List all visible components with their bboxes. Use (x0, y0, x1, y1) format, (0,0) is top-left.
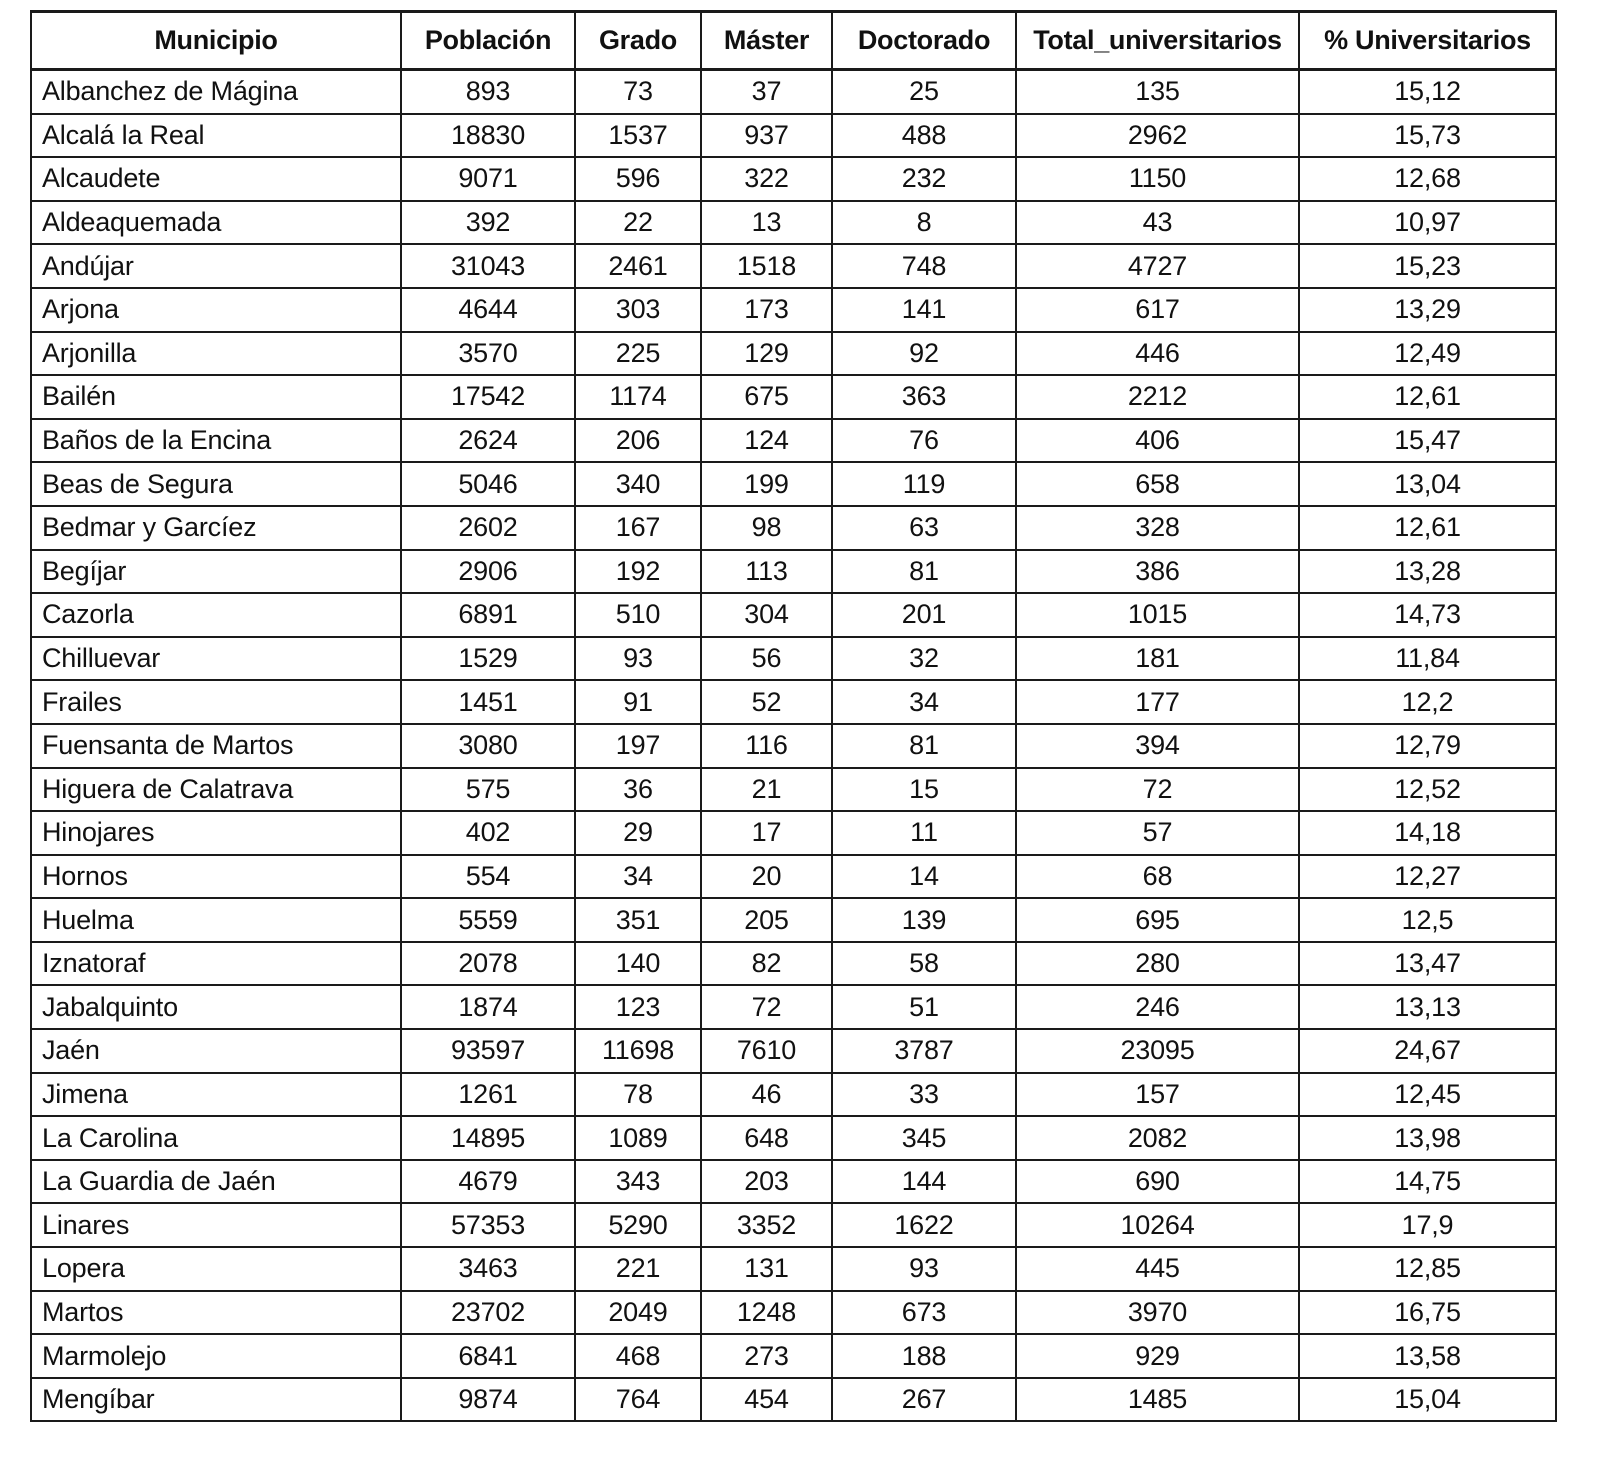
table-row (31, 1116, 1556, 1160)
table-row (31, 114, 1556, 158)
cell-value: 5559 (401, 898, 575, 942)
cell-value: 13,28 (1299, 550, 1556, 594)
table-body (31, 70, 1556, 1422)
table-row (31, 1378, 1556, 1422)
cell-value: 510 (575, 593, 701, 637)
cell-value: 1015 (1016, 593, 1299, 637)
cell-value: 93597 (401, 1029, 575, 1073)
cell-value: 14,75 (1299, 1160, 1556, 1204)
table-row (31, 1073, 1556, 1117)
cell-municipio: Bailén (31, 375, 401, 419)
cell-value: 113 (701, 550, 832, 594)
cell-municipio: Alcalá la Real (31, 114, 401, 158)
cell-value: 13,04 (1299, 462, 1556, 506)
cell-value: 58 (832, 942, 1016, 986)
cell-municipio: Chilluevar (31, 637, 401, 681)
table-row (31, 1247, 1556, 1291)
cell-value: 20 (701, 855, 832, 899)
cell-value: 12,52 (1299, 768, 1556, 812)
cell-value: 12,5 (1299, 898, 1556, 942)
cell-value: 12,49 (1299, 332, 1556, 376)
cell-value: 13 (701, 201, 832, 245)
cell-value: 57353 (401, 1203, 575, 1247)
table-row (31, 462, 1556, 506)
cell-value: 205 (701, 898, 832, 942)
cell-municipio: Jaén (31, 1029, 401, 1073)
cell-value: 345 (832, 1116, 1016, 1160)
cell-value: 386 (1016, 550, 1299, 594)
cell-municipio: Frailes (31, 680, 401, 724)
table-row (31, 419, 1556, 463)
cell-value: 56 (701, 637, 832, 681)
cell-value: 764 (575, 1378, 701, 1422)
cell-value: 675 (701, 375, 832, 419)
table-row (31, 1160, 1556, 1204)
cell-value: 617 (1016, 288, 1299, 332)
cell-value: 119 (832, 462, 1016, 506)
cell-value: 144 (832, 1160, 1016, 1204)
cell-value: 33 (832, 1073, 1016, 1117)
cell-municipio: Linares (31, 1203, 401, 1247)
cell-value: 15 (832, 768, 1016, 812)
cell-value: 2082 (1016, 1116, 1299, 1160)
cell-municipio: Fuensanta de Martos (31, 724, 401, 768)
cell-value: 25 (832, 70, 1016, 114)
column-header-grado: Grado (575, 12, 701, 70)
cell-municipio: Huelma (31, 898, 401, 942)
column-header-porcentaje-universitarios: % Universitarios (1299, 12, 1556, 70)
table-row (31, 550, 1556, 594)
cell-value: 18830 (401, 114, 575, 158)
cell-value: 748 (832, 244, 1016, 288)
cell-value: 23702 (401, 1291, 575, 1335)
table-row (31, 985, 1556, 1029)
table-row (31, 506, 1556, 550)
cell-value: 394 (1016, 724, 1299, 768)
cell-value: 2624 (401, 419, 575, 463)
table-row (31, 637, 1556, 681)
cell-municipio: Cazorla (31, 593, 401, 637)
cell-value: 157 (1016, 1073, 1299, 1117)
cell-value: 32 (832, 637, 1016, 681)
cell-value: 12,61 (1299, 375, 1556, 419)
cell-value: 15,73 (1299, 114, 1556, 158)
cell-value: 1622 (832, 1203, 1016, 1247)
cell-value: 690 (1016, 1160, 1299, 1204)
cell-value: 116 (701, 724, 832, 768)
cell-value: 139 (832, 898, 1016, 942)
column-header-municipio: Municipio (31, 12, 401, 70)
cell-value: 15,23 (1299, 244, 1556, 288)
cell-value: 52 (701, 680, 832, 724)
cell-value: 445 (1016, 1247, 1299, 1291)
cell-value: 225 (575, 332, 701, 376)
cell-value: 12,61 (1299, 506, 1556, 550)
cell-municipio: Baños de la Encina (31, 419, 401, 463)
cell-value: 199 (701, 462, 832, 506)
cell-value: 221 (575, 1247, 701, 1291)
cell-municipio: Jimena (31, 1073, 401, 1117)
cell-value: 12,27 (1299, 855, 1556, 899)
cell-value: 78 (575, 1073, 701, 1117)
cell-value: 21 (701, 768, 832, 812)
cell-value: 93 (575, 637, 701, 681)
cell-municipio: La Guardia de Jaén (31, 1160, 401, 1204)
cell-value: 76 (832, 419, 1016, 463)
cell-value: 192 (575, 550, 701, 594)
cell-value: 273 (701, 1334, 832, 1378)
cell-value: 17 (701, 811, 832, 855)
cell-value: 34 (832, 680, 1016, 724)
cell-value: 4644 (401, 288, 575, 332)
cell-value: 82 (701, 942, 832, 986)
cell-value: 446 (1016, 332, 1299, 376)
cell-value: 893 (401, 70, 575, 114)
cell-value: 123 (575, 985, 701, 1029)
table-row (31, 157, 1556, 201)
cell-municipio: Lopera (31, 1247, 401, 1291)
cell-value: 1537 (575, 114, 701, 158)
cell-value: 1248 (701, 1291, 832, 1335)
cell-value: 303 (575, 288, 701, 332)
cell-value: 4727 (1016, 244, 1299, 288)
cell-value: 340 (575, 462, 701, 506)
table-row (31, 1203, 1556, 1247)
cell-value: 173 (701, 288, 832, 332)
cell-value: 201 (832, 593, 1016, 637)
cell-value: 9874 (401, 1378, 575, 1422)
cell-value: 658 (1016, 462, 1299, 506)
cell-value: 15,47 (1299, 419, 1556, 463)
table-row (31, 201, 1556, 245)
cell-value: 92 (832, 332, 1016, 376)
cell-municipio: Hornos (31, 855, 401, 899)
table-row (31, 811, 1556, 855)
cell-value: 13,29 (1299, 288, 1556, 332)
cell-value: 1174 (575, 375, 701, 419)
cell-value: 5046 (401, 462, 575, 506)
column-header-master: Máster (701, 12, 832, 70)
cell-value: 37 (701, 70, 832, 114)
cell-value: 10264 (1016, 1203, 1299, 1247)
cell-value: 2906 (401, 550, 575, 594)
cell-value: 206 (575, 419, 701, 463)
cell-value: 12,79 (1299, 724, 1556, 768)
cell-value: 98 (701, 506, 832, 550)
table-row (31, 680, 1556, 724)
cell-value: 13,47 (1299, 942, 1556, 986)
cell-municipio: Marmolejo (31, 1334, 401, 1378)
cell-value: 197 (575, 724, 701, 768)
cell-value: 11,84 (1299, 637, 1556, 681)
cell-value: 488 (832, 114, 1016, 158)
column-header-poblacion: Población (401, 12, 575, 70)
cell-municipio: Andújar (31, 244, 401, 288)
cell-value: 4679 (401, 1160, 575, 1204)
cell-value: 351 (575, 898, 701, 942)
cell-value: 11 (832, 811, 1016, 855)
cell-value: 8 (832, 201, 1016, 245)
table-row (31, 332, 1556, 376)
cell-municipio: Alcaudete (31, 157, 401, 201)
cell-value: 2962 (1016, 114, 1299, 158)
cell-value: 648 (701, 1116, 832, 1160)
cell-value: 267 (832, 1378, 1016, 1422)
cell-value: 17542 (401, 375, 575, 419)
cell-municipio: Bedmar y Garcíez (31, 506, 401, 550)
cell-value: 22 (575, 201, 701, 245)
cell-value: 12,45 (1299, 1073, 1556, 1117)
table-row (31, 724, 1556, 768)
cell-value: 328 (1016, 506, 1299, 550)
cell-value: 72 (701, 985, 832, 1029)
cell-value: 695 (1016, 898, 1299, 942)
cell-value: 31043 (401, 244, 575, 288)
cell-value: 81 (832, 724, 1016, 768)
cell-value: 13,13 (1299, 985, 1556, 1029)
cell-value: 246 (1016, 985, 1299, 1029)
cell-value: 14,18 (1299, 811, 1556, 855)
cell-value: 14895 (401, 1116, 575, 1160)
cell-value: 6841 (401, 1334, 575, 1378)
cell-value: 1518 (701, 244, 832, 288)
cell-value: 3463 (401, 1247, 575, 1291)
cell-value: 406 (1016, 419, 1299, 463)
cell-value: 402 (401, 811, 575, 855)
cell-value: 93 (832, 1247, 1016, 1291)
cell-value: 43 (1016, 201, 1299, 245)
cell-municipio: Arjonilla (31, 332, 401, 376)
cell-value: 596 (575, 157, 701, 201)
cell-value: 12,68 (1299, 157, 1556, 201)
cell-value: 46 (701, 1073, 832, 1117)
cell-value: 6891 (401, 593, 575, 637)
cell-municipio: Higuera de Calatrava (31, 768, 401, 812)
cell-value: 454 (701, 1378, 832, 1422)
cell-value: 343 (575, 1160, 701, 1204)
cell-value: 15,04 (1299, 1378, 1556, 1422)
table-row (31, 1291, 1556, 1335)
cell-value: 673 (832, 1291, 1016, 1335)
table-container (30, 10, 1555, 1422)
cell-value: 280 (1016, 942, 1299, 986)
cell-value: 929 (1016, 1334, 1299, 1378)
cell-municipio: Hinojares (31, 811, 401, 855)
cell-value: 29 (575, 811, 701, 855)
cell-value: 15,12 (1299, 70, 1556, 114)
cell-value: 16,75 (1299, 1291, 1556, 1335)
cell-value: 73 (575, 70, 701, 114)
cell-value: 3352 (701, 1203, 832, 1247)
cell-value: 57 (1016, 811, 1299, 855)
cell-value: 17,9 (1299, 1203, 1556, 1247)
cell-value: 468 (575, 1334, 701, 1378)
cell-value: 68 (1016, 855, 1299, 899)
cell-value: 2049 (575, 1291, 701, 1335)
cell-value: 937 (701, 114, 832, 158)
table-row (31, 768, 1556, 812)
cell-value: 12,85 (1299, 1247, 1556, 1291)
cell-municipio: Mengíbar (31, 1378, 401, 1422)
cell-value: 51 (832, 985, 1016, 1029)
column-header-total-universitarios: Total_universitarios (1016, 12, 1299, 70)
table-row (31, 70, 1556, 114)
cell-value: 91 (575, 680, 701, 724)
cell-value: 3970 (1016, 1291, 1299, 1335)
cell-value: 124 (701, 419, 832, 463)
cell-value: 1485 (1016, 1378, 1299, 1422)
cell-value: 36 (575, 768, 701, 812)
cell-value: 203 (701, 1160, 832, 1204)
table-row (31, 1334, 1556, 1378)
cell-value: 2602 (401, 506, 575, 550)
cell-value: 1529 (401, 637, 575, 681)
cell-value: 3787 (832, 1029, 1016, 1073)
cell-value: 131 (701, 1247, 832, 1291)
cell-value: 1089 (575, 1116, 701, 1160)
cell-value: 11698 (575, 1029, 701, 1073)
cell-value: 232 (832, 157, 1016, 201)
cell-value: 81 (832, 550, 1016, 594)
cell-value: 304 (701, 593, 832, 637)
cell-value: 1261 (401, 1073, 575, 1117)
cell-value: 177 (1016, 680, 1299, 724)
cell-value: 14 (832, 855, 1016, 899)
cell-municipio: Aldeaquemada (31, 201, 401, 245)
table-row (31, 244, 1556, 288)
cell-value: 13,98 (1299, 1116, 1556, 1160)
cell-municipio: Begíjar (31, 550, 401, 594)
table-row (31, 1029, 1556, 1073)
cell-municipio: Beas de Segura (31, 462, 401, 506)
cell-value: 575 (401, 768, 575, 812)
cell-value: 188 (832, 1334, 1016, 1378)
cell-municipio: Iznatoraf (31, 942, 401, 986)
cell-value: 24,67 (1299, 1029, 1556, 1073)
table-row (31, 898, 1556, 942)
cell-municipio: Arjona (31, 288, 401, 332)
cell-value: 1150 (1016, 157, 1299, 201)
cell-municipio: Albanchez de Mágina (31, 70, 401, 114)
cell-value: 363 (832, 375, 1016, 419)
table-row (31, 855, 1556, 899)
cell-value: 9071 (401, 157, 575, 201)
cell-value: 1874 (401, 985, 575, 1029)
cell-value: 167 (575, 506, 701, 550)
cell-municipio: La Carolina (31, 1116, 401, 1160)
cell-value: 129 (701, 332, 832, 376)
cell-value: 13,58 (1299, 1334, 1556, 1378)
cell-value: 14,73 (1299, 593, 1556, 637)
column-header-doctorado: Doctorado (832, 12, 1016, 70)
cell-value: 3080 (401, 724, 575, 768)
cell-value: 23095 (1016, 1029, 1299, 1073)
universitarios-table (30, 10, 1557, 1422)
cell-value: 2212 (1016, 375, 1299, 419)
cell-value: 135 (1016, 70, 1299, 114)
cell-value: 7610 (701, 1029, 832, 1073)
table-row (31, 593, 1556, 637)
table-row (31, 375, 1556, 419)
cell-value: 10,97 (1299, 201, 1556, 245)
cell-value: 34 (575, 855, 701, 899)
cell-value: 2078 (401, 942, 575, 986)
table-row (31, 288, 1556, 332)
cell-value: 322 (701, 157, 832, 201)
cell-value: 5290 (575, 1203, 701, 1247)
cell-value: 12,2 (1299, 680, 1556, 724)
cell-value: 72 (1016, 768, 1299, 812)
cell-value: 392 (401, 201, 575, 245)
cell-value: 554 (401, 855, 575, 899)
table-row (31, 942, 1556, 986)
cell-value: 2461 (575, 244, 701, 288)
cell-value: 141 (832, 288, 1016, 332)
cell-value: 140 (575, 942, 701, 986)
cell-municipio: Martos (31, 1291, 401, 1335)
table-header (31, 12, 1556, 70)
cell-value: 1451 (401, 680, 575, 724)
header-row (31, 12, 1556, 70)
cell-value: 3570 (401, 332, 575, 376)
cell-municipio: Jabalquinto (31, 985, 401, 1029)
cell-value: 63 (832, 506, 1016, 550)
cell-value: 181 (1016, 637, 1299, 681)
